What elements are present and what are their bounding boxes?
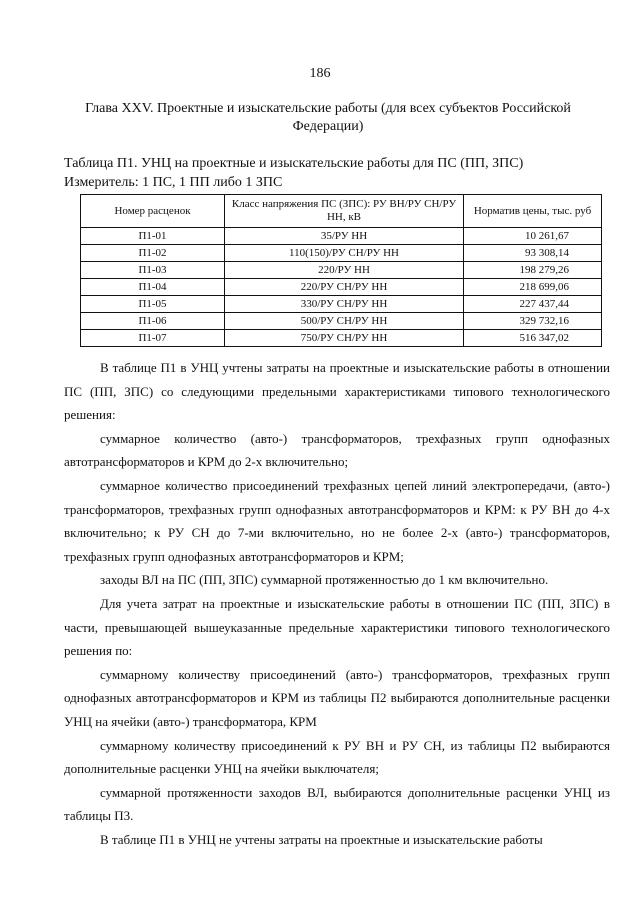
table-row (81, 262, 602, 279)
price-table (80, 194, 602, 347)
measure-unit: Измеритель: 1 ПС, 1 ПП либо 1 ЗПС (64, 175, 283, 190)
paragraph: суммарной протяженности заходов ВЛ, выбираются дополнительные расценки УНЦ из таблицы П3. (64, 784, 610, 824)
table-row (81, 228, 602, 245)
table-row (81, 330, 602, 347)
table-row (81, 279, 602, 296)
cell-price: 10 261,67 (464, 228, 602, 245)
cell-code: П1-03 (81, 262, 225, 279)
paragraph: суммарному количеству присоединений (авто-) трансформаторов, трехфазных групп однофазных автотрансформаторов и КРМ из таблицы П2 выбираются дополнительные расценки УНЦ на ячейки (авто-) трансформатора, КРМ (64, 666, 610, 729)
page-number: 186 (309, 66, 331, 81)
header-price: Норматив цены, тыс. руб (464, 195, 602, 228)
body-text (64, 356, 610, 851)
cell-code: П1-07 (81, 330, 225, 347)
chapter-title: Глава XXV. Проектные и изыскательские работы (для всех субъектов Российской Федерации) (85, 101, 571, 134)
table-row (81, 296, 602, 313)
cell-price: 93 308,14 (464, 245, 602, 262)
paragraph: заходы ВЛ на ПС (ПП, ЗПС) суммарной протяженностью до 1 км включительно. (100, 572, 549, 588)
cell-price: 218 699,06 (464, 279, 602, 296)
paragraph: суммарное количество присоединений трехфазных цепей линий электропередачи, (авто-) трансформаторов, трехфазных групп однофазных автотрансформаторов и КРМ: к РУ ВН до 4-х включительно; к РУ СН до 7-ми включительно, но не более 2-х (авто-) трансформаторов, трехфазных групп однофазных автотрансформаторов и КРМ; (64, 477, 610, 564)
cell-price: 227 437,44 (464, 296, 602, 313)
cell-code: П1-05 (81, 296, 225, 313)
cell-voltage: 500/РУ СН/РУ НН (225, 313, 464, 330)
cell-voltage: 750/РУ СН/РУ НН (225, 330, 464, 347)
header-voltage-class: Класс напряжения ПС (ЗПС): РУ ВН/РУ СН/РУ НН, кВ (225, 195, 464, 228)
paragraph: суммарному количеству присоединений к РУ ВН и РУ СН, из таблицы П2 выбираются дополнительные расценки УНЦ на ячейки выключателя; (64, 737, 610, 777)
cell-voltage: 330/РУ СН/РУ НН (225, 296, 464, 313)
paragraph: Для учета затрат на проектные и изыскательские работы в отношении ПС (ПП, ЗПС) в части, превышающей вышеуказанные предельные характеристики типового технологического решения по: (64, 595, 610, 659)
cell-voltage: 35/РУ НН (225, 228, 464, 245)
cell-code: П1-04 (81, 279, 225, 296)
cell-price: 516 347,02 (464, 330, 602, 347)
table-title: Таблица П1. УНЦ на проектные и изыскательские работы для ПС (ПП, ЗПС) (64, 156, 524, 171)
paragraph: В таблице П1 в УНЦ не учтены затраты на проектные и изыскательские работы (100, 831, 543, 847)
cell-voltage: 220/РУ НН (225, 262, 464, 279)
table-caption (64, 154, 624, 192)
cell-voltage: 110(150)/РУ СН/РУ НН (225, 245, 464, 262)
cell-code: П1-01 (81, 228, 225, 245)
cell-code: П1-02 (81, 245, 225, 262)
table-row (81, 245, 602, 262)
cell-price: 198 279,26 (464, 262, 602, 279)
paragraph: суммарное количество (авто-) трансформаторов, трехфазных групп однофазных автотрансформаторов и КРМ до 2-х включительно; (64, 430, 610, 470)
cell-price: 329 732,16 (464, 313, 602, 330)
table-header-row (81, 195, 602, 228)
cell-voltage: 220/РУ СН/РУ НН (225, 279, 464, 296)
header-code: Номер расценок (81, 195, 225, 228)
paragraph: В таблице П1 в УНЦ учтены затраты на проектные и изыскательские работы в отношении ПС (ПП, ЗПС) со следующими предельными характеристиками типового технологического решения: (64, 360, 610, 423)
cell-code: П1-06 (81, 313, 225, 330)
table-row (81, 313, 602, 330)
